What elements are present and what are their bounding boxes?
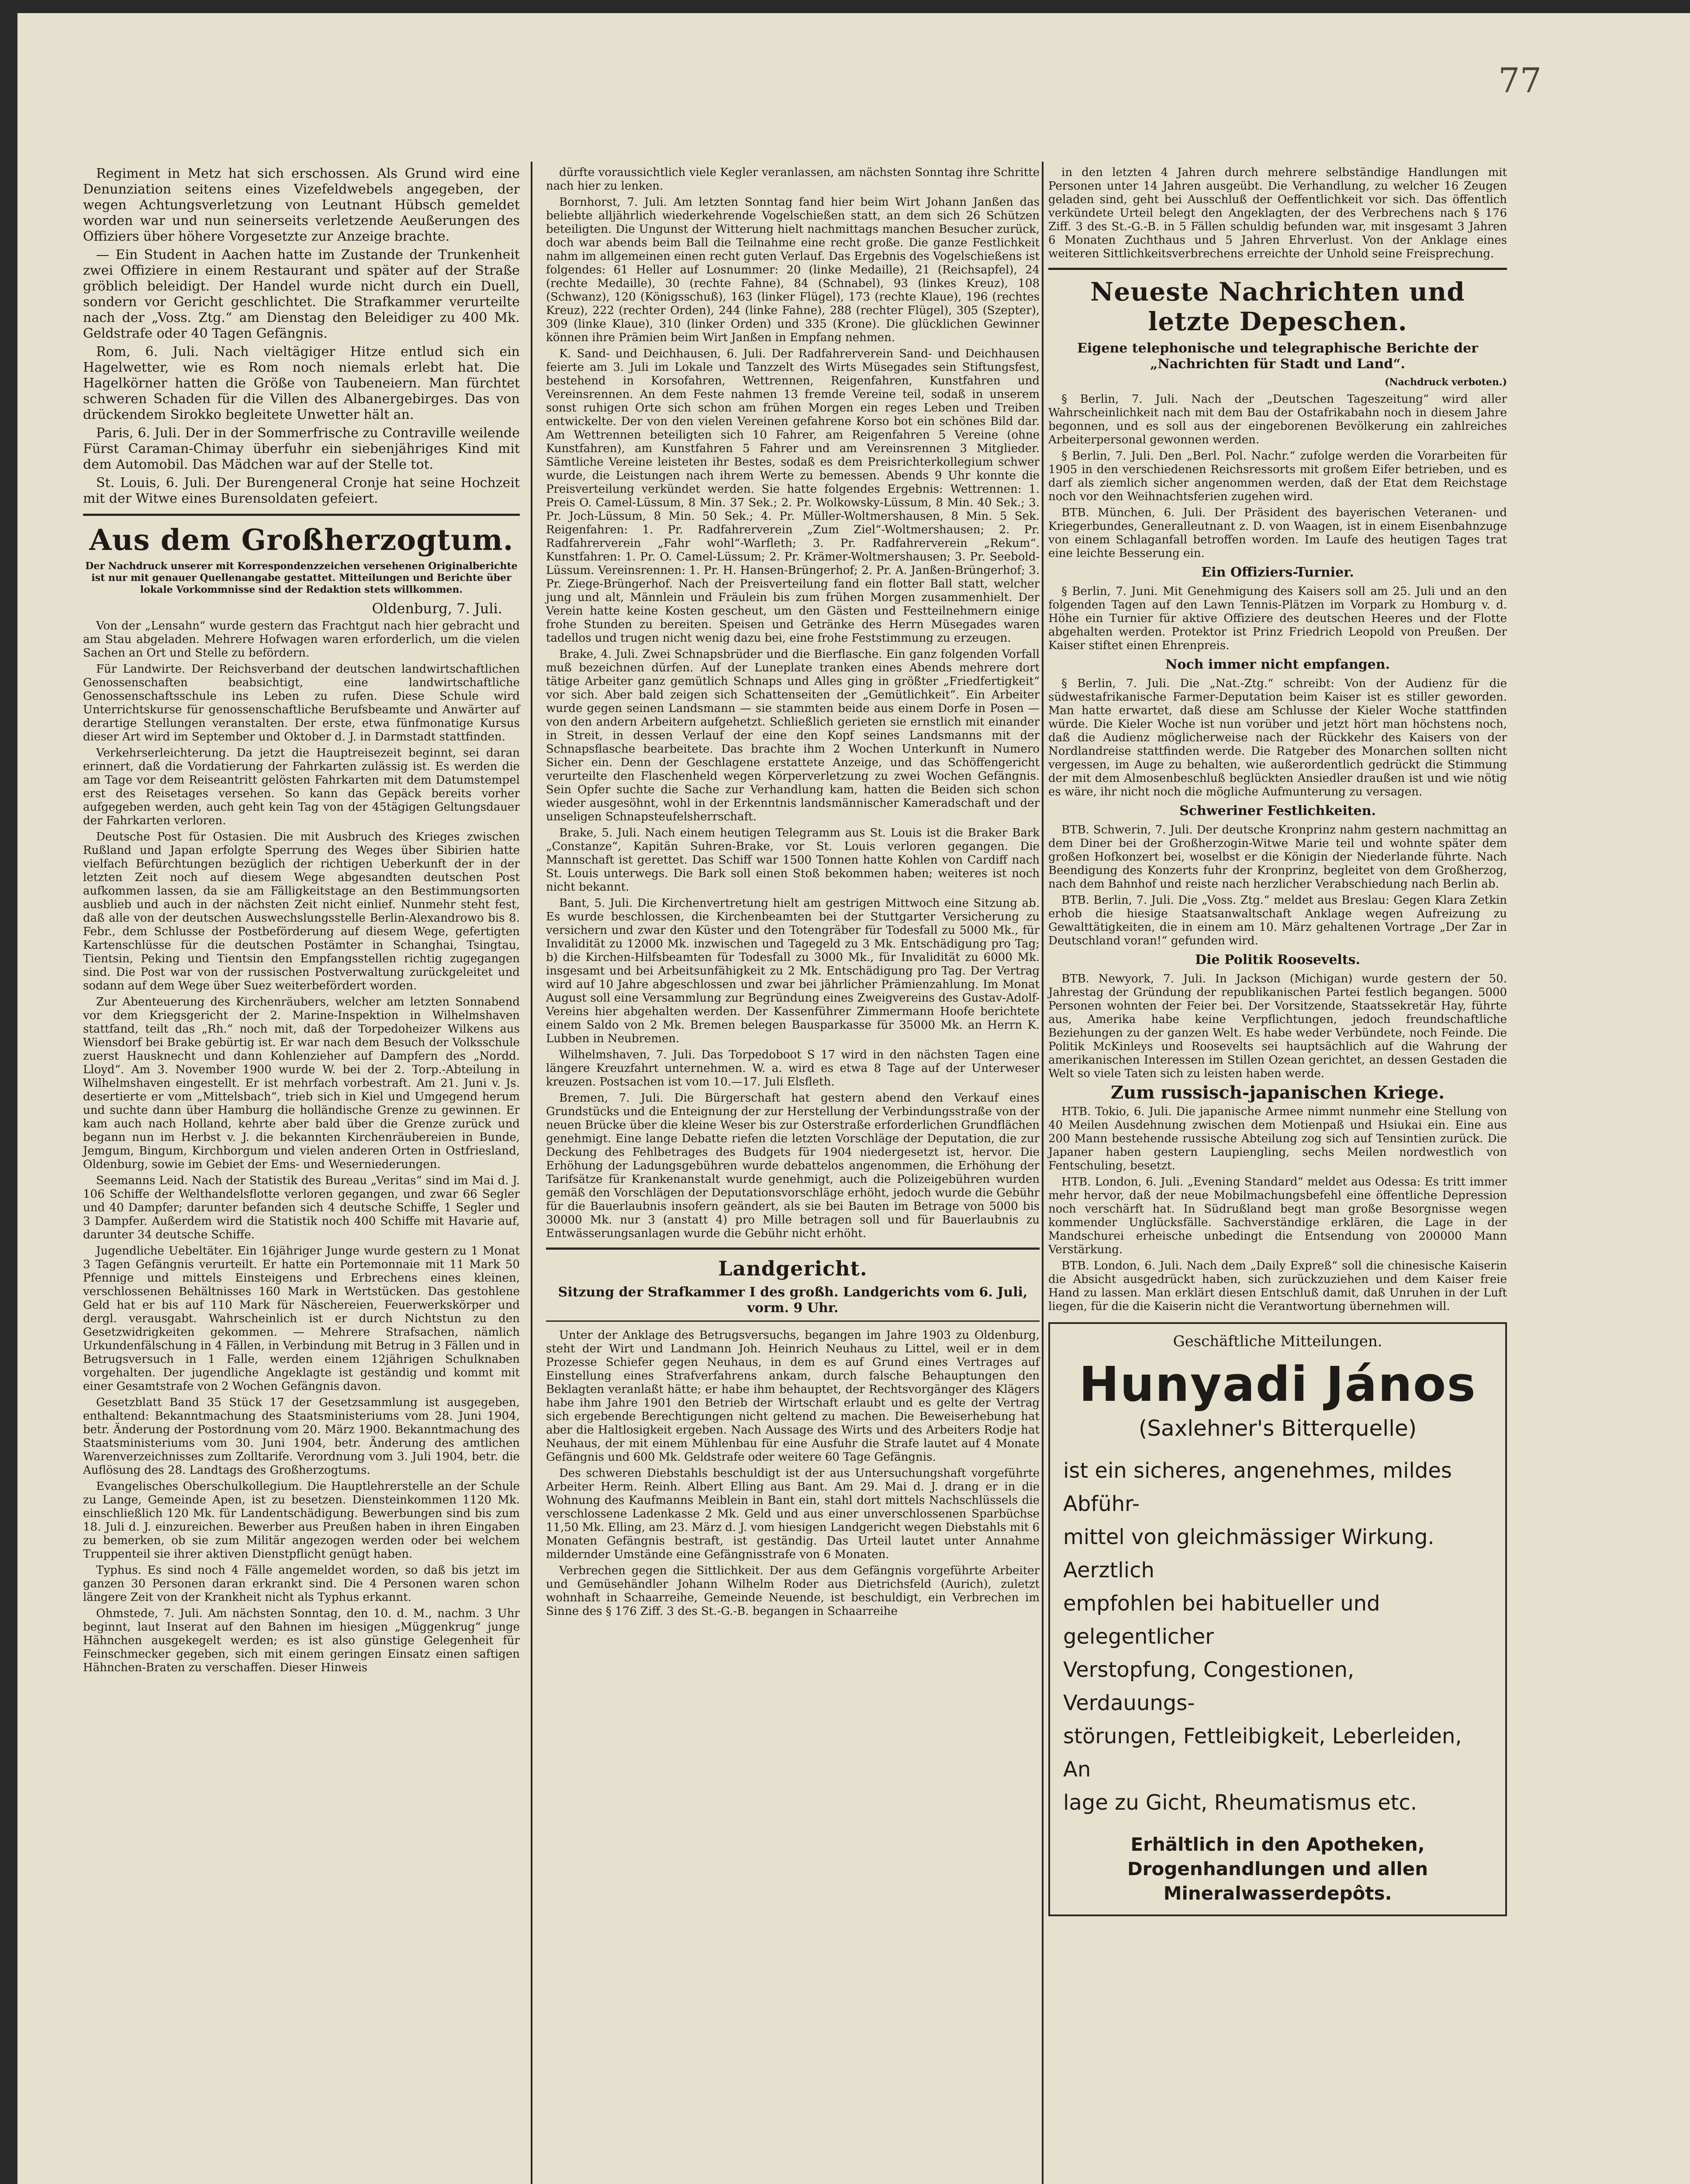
news-articles bbox=[1048, 972, 1507, 1081]
column-1 bbox=[83, 166, 520, 1677]
article-paragraph: Wilhelmshaven, 7. Juli. Das Torpedoboot S 17 wird in den nächsten Tagen eine längere Kreuzfahrt unternehmen. W. a. wird es etwa 8 Tage auf der Unterweser kreuzen. Postsachen ist vom 10.—17. Juli Elsfleth. bbox=[546, 1048, 1040, 1089]
column-rule bbox=[1042, 162, 1044, 2184]
news-section-note: (Nachdruck verboten.) bbox=[1384, 377, 1507, 388]
article-paragraph: § Berlin, 7. Juli. Die „Nat.-Ztg.“ schreibt: Von der Audienz für die südwestafrikanische Farmer-Deputation beim Kaiser ist es stiller geworden. Man hatte erwartet, daß diese am Schlusse der Kieler Woche stattfinden würde. Die Kieler Woche ist nun vorüber und jetzt hört man höchstens noch, daß die Audienz möglicherweise nach der Rückkehr des Kaisers von der Nordlandreise stattfinden werde. Die Ratgeber des Monarchen sollten nicht vergessen, im Auge zu behalten, wie außerordentlich gedrückt die Stimmung der mit dem Almosenbeschluß beglückten Ansiedler draußen ist und wie nötig es wäre, ihr nicht noch die mögliche Aufmunterung zu versagen. bbox=[1048, 677, 1507, 798]
dateline: Oldenburg, 7. Juli. bbox=[372, 600, 502, 617]
article-paragraph: Jugendliche Uebeltäter. Ein 16jähriger Junge wurde gestern zu 1 Monat 3 Tagen Gefängnis verurteilt. Er hatte ein Portemonnaie mit 11 Mark 50 Pfennige und mittels Einsteigens und Erbrechens eines kleinen, verschlossenen Behältnisses 160 Mark in Wertstücken. Das gestohlene Geld hat er bis auf 110 Mark für Näschereien, Feuerwerkskörper und dergl. verausgabt. Wahrscheinlich ist er durch Nichtstun zu den Gesetzwidrigkeiten gekommen. — Mehrere Strafsachen, nämlich Urkundenfälschung in 4 Fällen, in Verbindung mit Betrug in 3 Fällen und in Betrugsversuch in 1 Falle, werden einem 12jährigen Schulknaben vorgehalten. Der jugendliche Angeklagte ist geständig und kommt mit einer Gesamtstrafe von 2 Wochen Gefängnis davon. bbox=[83, 1244, 520, 1393]
column-3-top-articles bbox=[1048, 166, 1507, 261]
column-2-articles bbox=[546, 166, 1040, 1241]
article-paragraph: Brake, 5. Juli. Nach einem heutigen Telegramm aus St. Louis ist die Braker Bark „Constanze“, Kapitän Suhren-Brake, vor St. Louis verloren gegangen. Die Mannschaft ist gerettet. Das Schiff war 1500 Tonnen hatte Kohlen von Cardiff nach St. Louis unterwegs. Die Bark soll einen Stoß bekommen haben; weiteres ist noch nicht bekannt. bbox=[546, 826, 1040, 894]
news-articles bbox=[1048, 677, 1507, 799]
news-subheading: Ein Offiziers-Turnier. bbox=[1201, 565, 1354, 580]
article-paragraph: § Berlin, 7. Juni. Mit Genehmigung des Kaisers soll am 25. Juli und an den folgenden Tagen auf den Lawn Tennis-Plätzen im Vorpark zu Homburg v. d. Höhe ein Turnier für aktive Offiziere des deutschen Heeres und der Flotte abgehalten werden. Protektor ist Prinz Friedrich Leopold von Preußen. Der Kaiser stiftet einen Ehrenpreis. bbox=[1048, 585, 1507, 652]
article-paragraph: Brake, 4. Juli. Zwei Schnapsbrüder und die Bierflasche. Ein ganz folgenden Vorfall muß bezeichnen dürfen. Auf der Luneplate tranken eines Abends mehrere dort tätige Arbeiter ganz gemütlich Schnaps und Alles ging in größter „Friedfertigkeit“ vor sich. Aber bald zeigen sich Schattenseiten der „Gemütlichkeit“. Ein Arbeiter wurde gegen seinen Landsmann — sie stammten beide aus einem Dorfe in Posen — von den andern Arbeitern aufgehetzt. Schließlich gerieten sie ernstlich mit einander in Streit, in dessen Verlauf der eine den Kopf seines Landsmanns mit der Schnapsflasche bearbeitete. Das brachte ihm 2 Wochen Unterkunft in Numero Sicher ein. Denn der Geschlagene erstattete Anzeige, und das Schöffengericht verurteilte den Flaschenheld wegen Körperverletzung zu zwei Wochen Gefängnis. Sein Opfer suchte die Sache zur Verhandlung kam, hatten die Beiden sich schon wieder ausgesöhnt, wohl in der Erkenntnis landsmännischer Kameradschaft und der unseligen Schnapsteufelsherrschaft. bbox=[546, 648, 1040, 823]
news-subheading: Zum russisch-japanischen Kriege. bbox=[1110, 1082, 1445, 1103]
article-paragraph: St. Louis, 6. Juli. Der Burengeneral Cronje hat seine Hochzeit mit der Witwe eines Burensoldaten gefeiert. bbox=[83, 475, 520, 506]
court-section-title: Landgericht. bbox=[718, 1257, 867, 1280]
ad-line: störungen, Fettleibigkeit, Leberleiden, An bbox=[1063, 1724, 1462, 1782]
news-subheading: Die Politik Roosevelts. bbox=[1195, 952, 1361, 968]
article-paragraph: Von der „Lensahn“ wurde gestern das Frachtgut nach hier gebracht und am Stau abgeladen. Mehrere Hofwagen waren erforderlich, um die vielen Sachen an Ort und Stelle zu befördern. bbox=[83, 619, 520, 660]
article-paragraph: Zur Abenteuerung des Kirchenräubers, welcher am letzten Sonnabend vor dem Kriegsgericht der 2. Marine-Inspektion in Wilhelmshaven stattfand, teilt das „Rh.“ noch mit, daß der Torpedoheizer Wilkens aus Wiensdorf bei Brake gebürtig ist. Er war nach dem Besuch der Volksschule zuerst Hausknecht und dann Kohlenzieher auf Dampfern des „Nordd. Lloyd“. Am 3. November 1900 wurde W. bei der 2. Torp.-Abteilung in Wilhelmshaven eingestellt. Er ist mehrfach vorbestraft. Am 21. Juni v. Js. desertierte er vom „Mittelsbach“, trieb sich in Kiel und Umgegend herum und suchte dann über Hamburg die holländische Grenze zu gewinnen. Er kam auch nach Holland, kehrte aber bald über die Grenze zurück und begann nun im Herbst v. J. die bekannten Kirchenräubereien in Bunde, Jemgum, Bingum, Kirchborgum und vielen anderen Orten in Ostfriesland, Oldenburg, sowie im Gebiet der Ems- und Weserniederungen. bbox=[83, 995, 520, 1171]
ad-footer: Erhältlich in den Apotheken, Drogenhandlungen und allen Mineralwasserdepôts. bbox=[1127, 1834, 1428, 1904]
article-paragraph: Für Landwirte. Der Reichsverband der deutschen landwirtschaftlichen Genossenschaften beabsichtigt, eine landwirtschaftliche Genossenschaftsschule ins Leben zu rufen. Diese Schule wird Unterrichtskurse für genossenschaftliche Berufsbeamte und Anwärter auf derartige Stellungen veranstalten. Der erste, etwa fünfmonatige Kursus dieser Art wird im September und Oktober d. J. in Darmstadt stattfinden. bbox=[83, 663, 520, 743]
article-paragraph: BTB. Newyork, 7. Juli. In Jackson (Michigan) wurde gestern der 50. Jahrestag der Gründung der republikanischen Partei festlich begangen. 5000 Personen wohnten der Feier bei. Der Vorsitzende, Staatssekretär Hay, führte aus, Amerika habe keine Verpflichtungen, jedoch freundschaftliche Beziehungen zu der ganzen Welt. Es habe weder Verbündete, noch Feinde. Die Politik McKinleys und Roosevelts sei hauptsächlich auf die Wahrung der amerikanischen Interessen im Stillen Ozean gerichtet, an dessen Gestaden die Welt so viele Taten sich zu leisten haben werde. bbox=[1048, 972, 1507, 1080]
news-articles bbox=[1048, 393, 1507, 560]
news-articles bbox=[1048, 1105, 1507, 1313]
article-paragraph: Rom, 6. Juli. Nach vieltägiger Hitze entlud sich ein Hagelwetter, wie es Rom noch niemals erlebt hat. Die Hagelkörner hatten die Größe von Taubeneiern. Man fürchtet schweren Schaden für die Villen des Albanergebirges. Das von drückendem Sirokko begleitete Unwetter hält an. bbox=[83, 344, 520, 422]
article-paragraph: BTB. Berlin, 7. Juli. Die „Voss. Ztg.“ meldet aus Breslau: Gegen Klara Zetkin erhob die hiesige Staatsanwaltschaft Anklage wegen Aufreizung zu Gewalttätigkeiten, die in einem am 10. März gehaltenen Vortrage „Der Zar in Deutschland voran!“ gefunden wird. bbox=[1048, 894, 1507, 947]
article-paragraph: Bremen, 7. Juli. Die Bürgerschaft hat gestern abend den Verkauf eines Grundstücks und die Enteignung der zur Herstellung der Verbindungsstraße von der neuen Brücke über die kleine Weser bis zur Osterstraße erforderlichen Grundflächen genehmigt. Eine lange Debatte riefen die letzten Vorschläge der Deputation, die zur Deckung des Fehlbetrages des Budgets für 1904 niedergesetzt ist, hervor. Die Erhöhung der Ladungsgebühren wurde debattelos angenommen, die Erhöhung der Tarifsätze für Krankenanstalt wurde genehmigt, auch die Polizeigebühren wurden gemäß den Vorschlägen der Deputationsvorschläge erhöht, jedoch wurde die Gebühr für die Bauerlaubnis insofern geändert, als sie bei Bauten im Betrage von 5000 bis 30000 Mk. nur 3 (anstatt 4) pro Mille betragen soll und für Bauerlaubnis zu Entwässerungsanlagen wurde die Gebühr nicht erhöht. bbox=[546, 1092, 1040, 1240]
section-title: Aus dem Großherzogtum. bbox=[89, 523, 514, 557]
ad-line: lage zu Gicht, Rheumatismus etc. bbox=[1063, 1790, 1417, 1815]
article-paragraph: BTB. Schwerin, 7. Juli. Der deutsche Kronprinz nahm gestern nachmittag an dem Diner bei der Großherzogin-Witwe Marie teil und wohnte später dem großen Hofkonzert bei, woselbst er die Königin der Niederlande führte. Nach Beendigung des Konzerts fuhr der Kronprinz, begleitet von dem Großherzog, nach dem Bahnhof und reiste nach herzlicher Verabschiedung nach Berlin ab. bbox=[1048, 823, 1507, 891]
advertisement bbox=[1048, 1322, 1507, 1916]
article-paragraph: Des schweren Diebstahls beschuldigt ist der aus Untersuchungshaft vorgeführte Arbeiter Herm. Reinh. Albert Elling aus Bant. Am 29. Mai d. J. drang er in die Wohnung des Kaufmanns Meiblein in Bant ein, stahl dort mittels Nachschlüssels die verschlossene Ladenkasse 2 Mk. Geld und aus einer unverschlossenen Sparbüchse 11,50 Mk. Elling, am 23. März d. J. vom hiesigen Landgericht wegen Diebstahls mit 6 Monaten Gefängnis bestraft, ist geständig. Das Urteil lautet unter Annahme mildernder Umstände eine Gefängnisstrafe von 6 Monaten. bbox=[546, 1467, 1040, 1561]
news-section-title: Neueste Nachrichten und letzte Depeschen. bbox=[1090, 277, 1465, 336]
ad-brand-subtitle: (Saxlehner's Bitterquelle) bbox=[1138, 1416, 1417, 1441]
article-paragraph: Paris, 6. Juli. Der in der Sommerfrische zu Contraville weilende Fürst Caraman-Chimay überfuhr ein siebenjähriges Kind mit dem Automobil. Das Mädchen war auf der Stelle tot. bbox=[83, 425, 520, 472]
article-paragraph: Deutsche Post für Ostasien. Die mit Ausbruch des Krieges zwischen Rußland und Japan erfolgte Sperrung des Weges über Sibirien hatte vielfach Befürchtungen bezüglich der richtigen Ueberkunft der in der letzten Zeit noch auf diesem Wege abgesandten deutschen Post aufkommen lassen, da sie am Fälligkeitstage an den Bestimmungsorten ausblieb und auch in der nächsten Zeit nicht einlief. Nunmehr steht fest, daß alle von der deutschen Auswechslungsstelle Berlin-Alexandrowo bis 8. Febr., dem Schlusse der Postbeförderung auf diesem Wege, gefertigten Kartenschlüsse für die deutschen Postämter in Schanghai, Tsingtau, Tientsin, Peking und Tientsin den Empfangsstellen richtig zugegangen sind. Die Post war von der russischen Postverwaltung zurückgeleitet und sodann auf dem Wege über Suez weiterbefördert worden. bbox=[83, 830, 520, 992]
ad-line: ist ein sicheres, angenehmes, mildes Abführ- bbox=[1063, 1458, 1452, 1516]
ad-body bbox=[1063, 1454, 1492, 1819]
article-paragraph: Ohmstede, 7. Juli. Am nächsten Sonntag, den 10. d. M., nachm. 3 Uhr beginnt, laut Inserat auf den Bahnen im hiesigen „Müggenkrug“ junge Hähnchen ausgekegelt werden; es ist also günstige Gelegenheit für Feinschmecker gegeben, sich mit einem geringen Einsatz einen saftigen Hähnchen-Braten zu verschaffen. Dieser Hinweis bbox=[83, 1607, 520, 1674]
ad-line: mittel von gleichmässiger Wirkung. Aerztlich bbox=[1063, 1525, 1434, 1583]
divider bbox=[546, 1320, 1040, 1322]
ad-brand: Hunyadi János bbox=[1079, 1356, 1476, 1412]
ad-label: Geschäftliche Mitteilungen. bbox=[1173, 1333, 1382, 1350]
news-subheading: Schweriner Festlichkeiten. bbox=[1179, 803, 1376, 819]
article-paragraph: HTB. Tokio, 6. Juli. Die japanische Armee nimmt nunmehr eine Stellung von 40 Meilen Ausdehnung zwischen dem Motienpaß und Hsiukai ein. Eine aus 200 Mann bestehende russische Abteilung zog sich auf Tensintien zurück. Die Japaner haben gestern Laupiengling, sechs Meilen nordwestlich von Fentschuling, besetzt. bbox=[1048, 1105, 1507, 1172]
newspaper-page bbox=[17, 13, 1690, 2184]
divider bbox=[1048, 268, 1507, 270]
article-paragraph: dürfte voraussichtlich viele Kegler veranlassen, am nächsten Sonntag ihre Schritte nach hier zu lenken. bbox=[546, 166, 1040, 193]
article-paragraph: Seemanns Leid. Nach der Statistik des Bureau „Veritas“ sind im Mai d. J. 106 Schiffe der Welthandelsflotte verloren gegangen, und zwar 66 Segler und 40 Dampfer; darunter befanden sich 4 deutsche Schiffe, 1 Segler und 3 Dampfer. Außerdem wird die Statistik noch 400 Schiffe mit Havarie auf, darunter 34 deutsche Schiffe. bbox=[83, 1174, 520, 1241]
divider bbox=[83, 514, 520, 516]
article-paragraph: Bornhorst, 7. Juli. Am letzten Sonntag fand hier beim Wirt Johann Janßen das beliebte alljährlich wiederkehrende Vogelschießen statt, an dem sich 26 Schützen beteiligten. Die Ungunst der Witterung hielt nachmittags manchen Besucher zurück, doch war abends beim Ball die Teilnahme eine recht große. Die ganze Festlichkeit nahm im allgemeinen einen recht guten Verlauf. Das Ergebnis des Vogelschießens ist folgendes: 61 Heller auf Losnummer: 20 (linke Medaille), 21 (Reichsapfel), 24 (rechte Medaille), 30 (rechte Fahne), 84 (Schnabel), 93 (linkes Kreuz), 108 (Schwanz), 120 (Königsschuß), 163 (linker Flügel), 173 (rechte Klaue), 196 (rechtes Kreuz), 222 (rechter Orden), 244 (linke Fahne), 288 (rechter Flügel), 305 (Szepter), 309 (linke Klaue), 310 (linker Orden) und 335 (Krone). Die glücklichen Gewinner können ihre Prämien beim Wirt Janßen in Empfang nehmen. bbox=[546, 196, 1040, 344]
court-articles bbox=[546, 1329, 1040, 1618]
article-paragraph: BTB. London, 6. Juli. Nach dem „Daily Expreß“ soll die chinesische Kaiserin die Absicht ausgedrückt haben, sich zurückzuziehen und dem Kaiser freie Hand zu lassen. Man erklärt diesen Entschluß damit, daß Unruhen in der Luft liegen, für die die Kaiserin nicht die Verantwortung übernehmen will. bbox=[1048, 1259, 1507, 1313]
ad-line: empfohlen bei habitueller und gelegentlicher bbox=[1063, 1591, 1380, 1649]
article-paragraph: § Berlin, 7. Juli. Nach der „Deutschen Tageszeitung“ wird aller Wahrscheinlichkeit nach mit dem Bau der Ostafrikabahn noch in diesem Jahre begonnen, und es soll aus der eingeborenen Bevölkerung ein zahlreiches Arbeiterpersonal gewonnen werden. bbox=[1048, 393, 1507, 446]
article-paragraph: in den letzten 4 Jahren durch mehrere selbständige Handlungen mit Personen unter 14 Jahren ausgeübt. Die Verhandlung, zu welcher 16 Zeugen geladen sind, geht bei Ausschluß der Oeffentlichkeit vor sich. Das öffentlich verkündete Urteil belegt den Angeklagten, der des Verbrechens nach § 176 Ziff. 3 des St.-G.-B. in 5 Fällen schuldig befunden war, mit insgesamt 3 Jahren 6 Monaten Zuchthaus und 5 Jahren Ehrverlust. Von der Anklage eines weiteren Sittlichkeitsverbrechens erreichte der Unhold seine Freisprechung. bbox=[1048, 166, 1507, 260]
article-paragraph: Verkehrserleichterung. Da jetzt die Hauptreisezeit beginnt, sei daran erinnert, daß die Vordatierung der Fahrkarten zulässig ist. Es werden die am Tage vor dem Reiseantritt gelösten Fahrkarten mit dem Datumstempel erst des Reisetages versehen. So kann das Gepäck bereits vorher aufgegeben werden, auch geht kein Tag von der 45tägigen Geltungsdauer der Fahrkarten verloren. bbox=[83, 746, 520, 827]
column-rule bbox=[531, 162, 532, 2184]
news-subheading: Noch immer nicht empfangen. bbox=[1165, 657, 1390, 672]
article-paragraph: Verbrechen gegen die Sittlichkeit. Der aus dem Gefängnis vorgeführte Arbeiter und Gemüsehändler Johann Wilhelm Roder aus Dietrichsfeld (Aurich), zuletzt wohnhaft in Schaarreihe, Gemeinde Neuende, ist beschuldigt, ein Verbrechen im Sinne des § 176 Ziff. 3 des St.-G.-B. begangen in Schaarreihe bbox=[546, 1564, 1040, 1618]
article-paragraph: K. Sand- und Deichhausen, 6. Juli. Der Radfahrerverein Sand- und Deichhausen feierte am 3. Juli im Lokale und Tanzzelt des Wirts Müsegades sein Stiftungsfest, bestehend in Korsofahren, Wettrennen, Reigenfahren, Kunstfahren und Vereinsrennen. An dem Feste nahmen 13 fremde Vereine teil, sodaß in unserem sonst ruhigen Orte sich schon am frühen Morgen ein reges Leben und Treiben entwickelte. Der von den vielen Vereinen gefahrene Korso bot ein schönes Bild dar. Am Wettrennen beteiligten sich 10 Fahrer, am Reigenfahren 5 Vereine (ohne Kunstfahren), am Kunstfahren 5 Fahrer und am Vereinsrennen 3 Mitglieder. Sämtliche Vereine leisteten ihr Bestes, sodaß es dem Preisrichterkollegium schwer wurde, die Leistungen nach ihrem Werte zu bemessen. Abends 9 Uhr konnte die Preisverteilung verkündet werden. Sie hatte folgendes Ergebnis: Wettrennen: 1. Preis O. Camel-Lüssum, 8 Min. 37 Sek.; 2. Pr. Wolkowsky-Lüssum, 8 Min. 40 Sek.; 3. Pr. Joch-Lüssum, 8 Min. 50 Sek.; 4. Pr. Müller-Woltmershausen, 8 Min. 5 Sek. Reigenfahren: 1. Pr. Radfahrerverein „Zum Ziel“-Woltmershausen; 2. Pr. Radfahrerverein „Fahr wohl“-Warfleth; 3. Pr. Radfahrerverein „Rekum“. Kunstfahren: 1. Pr. O. Camel-Lüssum; 2. Pr. Krämer-Woltmershausen; 3. Pr. Seebold-Lüssum. Vereinsrennen: 1. Pr. H. Hansen-Brüngerhof; 2. Pr. A. Janßen-Brüngerhof; 3. Pr. Ziege-Brüngerhof. Nach der Preisverteilung fand ein flotter Ball statt, welcher jung und alt, Männlein und Fräulein bis zum frühen Morgen zusammenhielt. Der Verein hatte keine Kosten gescheut, um den Gästen und Festteilnehmern einige frohe Stunden zu bereiten. Speisen und Getränke des Herrn Müsegades waren tadellos und trugen nicht wenig dazu bei, eine frohe Feststimmung zu erzeugen. bbox=[546, 347, 1040, 645]
section-note: Der Nachdruck unserer mit Korrespondenzzeichen versehenen Originalberichte ist nur mit genauer Quellenangabe gestattet. Mitteilungen und Berichte über lokale Vorkommnisse sind der Redaktion stets willkommen. bbox=[85, 560, 518, 595]
article-paragraph: § Berlin, 7. Juli. Den „Berl. Pol. Nachr.“ zufolge werden die Vorarbeiten für 1905 in den verschiedenen Reichsressorts mit großem Eifer betrieben, und es darf als ziemlich sicher angenommen werden, daß der Etat dem Reichstage noch vor den Weihnachtsferien zugehen wird. bbox=[1048, 449, 1507, 503]
page-number: 77 bbox=[1498, 61, 1542, 100]
article-paragraph: — Ein Student in Aachen hatte im Zustande der Trunkenheit zwei Offiziere in einem Restaurant und später auf der Straße gröblich beleidigt. Der Handel wurde nicht durch ein Duell, sondern vor Gericht geschlichtet. Die Strafkammer verurteilte nach der „Voss. Ztg.“ am Dienstag den Beleidiger zu 400 Mk. Geldstrafe oder 40 Tagen Gefängnis. bbox=[83, 247, 520, 341]
article-paragraph: BTB. München, 6. Juli. Der Präsident des bayerischen Veteranen- und Kriegerbundes, Generalleutnant z. D. von Waagen, ist in einem Eisenbahnzuge von einem Schlaganfall betroffen worden. Im Laufe des heutigen Tages trat eine leichte Besserung ein. bbox=[1048, 506, 1507, 560]
news-articles bbox=[1048, 823, 1507, 948]
column-2 bbox=[546, 166, 1040, 1621]
ad-line: Verstopfung, Congestionen, Verdauungs- bbox=[1063, 1658, 1355, 1715]
article-paragraph: Gesetzblatt Band 35 Stück 17 der Gesetzsammlung ist ausgegeben, enthaltend: Bekanntmachung des Staatsministeriums vom 28. Juni 1904, betr. Änderung der Postordnung vom 20. März 1900. Bekanntmachung des Staatsministeriums vom 30. Juni 1904, betr. Änderung des amtlichen Warenverzeichnisses zum Zolltarife. Verordnung vom 3. Juli 1904, betr. die Auflösung des 28. Landtags des Großherzogtums. bbox=[83, 1396, 520, 1477]
article-paragraph: Unter der Anklage des Betrugsversuchs, begangen im Jahre 1903 zu Oldenburg, steht der Wirt und Landmann Joh. Heinrich Neuhaus zu Littel, weil er in dem Prozesse Schiefer gegen Neuhaus, in dem es auf Grund eines Vertrages auf Einstellung eines Strafverfahrens ankam, durch falsche Behauptungen den Beklagten veranlaßt hätte; er habe ihm behauptet, der Rechtsvorgänger des Klägers habe ihm Jahre 1901 den Betrieb der Wirtschaft erlaubt und es gelte der Vertrag sich ergebende Berechtigungen nicht geltend zu machen. Die Beweiserhebung hat aber die Haltlosigkeit ergeben. Nach Aussage des Wirts und des Arbeiters Rodje hat Neuhaus, der mit einem Mühlenbau für eine Ausfuhr die Strafe lautet auf 4 Monate Gefängnis und 600 Mk. Geldstrafe oder weitere 60 Tage Gefängnis. bbox=[546, 1329, 1040, 1464]
column-3 bbox=[1048, 166, 1507, 1916]
news-section-subtitle: Eigene telephonische und telegraphische Berichte der „Nachrichten für Stadt und Land“. bbox=[1077, 341, 1478, 372]
divider bbox=[546, 1248, 1040, 1250]
article-paragraph: Bant, 5. Juli. Die Kirchenvertretung hielt am gestrigen Mittwoch eine Sitzung ab. Es wurde beschlossen, die Kirchenbeamten bei der Stuttgarter Versicherung zu versichern und zwar den Küster und den Totengräber für Todesfall zu 5000 Mk., für Invalidität zu 12000 Mk. inzwischen und Tagegeld zu 3 Mk. Entschädigung pro Tag; b) die Kirchen-Hilfsbeamten für Todesfall zu 3000 Mk., für Invalidität zu 6000 Mk. insgesamt und bei Arbeitsunfähigkeit zu 2 Mk. Entschädigung pro Tag. Der Vertrag wird auf 10 Jahre abgeschlossen und zwar bei jährlicher Prämienzahlung. Im Monat August soll eine Versammlung zur Begründung eines Zweigvereins des Gustav-Adolf-Vereins hier abgehalten werden. Der Kassenführer Zimmermann Hoofe berichtete einem Saldo von 2 Mk. Bremen belegen Bausparkasse für 35000 Mk. an Herrn K. Lubben in Neubremen. bbox=[546, 897, 1040, 1045]
article-paragraph: Typhus. Es sind noch 4 Fälle angemeldet worden, so daß bis jetzt im ganzen 30 Personen daran erkrankt sind. Die 4 Personen waren schon längere Zeit von der Krankheit nicht als Typhus erkannt. bbox=[83, 1564, 520, 1604]
article-paragraph: Regiment in Metz hat sich erschossen. Als Grund wird eine Denunziation seitens eines Vizefeldwebels angegeben, der wegen Achtungsverletzung von Leutnant Hübsch gemeldet worden war und nun seinerseits verletzende Aeußerungen des Offiziers über höhere Vorgesetzte zur Anzeige brachte. bbox=[83, 166, 520, 244]
news-articles bbox=[1048, 585, 1507, 653]
article-paragraph: Evangelisches Oberschulkollegium. Die Hauptlehrerstelle an der Schule zu Lange, Gemeinde Apen, ist zu besetzen. Diensteinkommen 1120 Mk. einschließlich 120 Mk. für Landentschädigung. Bewerbungen sind bis zum 18. Juli d. J. einzureichen. Bewerber aus Preußen haben in ihren Eingaben zu bemerken, ob sie zum Militär angezogen werden oder bei welchem Truppenteil sie ihrer aktiven Dienstpflicht genügt haben. bbox=[83, 1480, 520, 1561]
court-section-subtitle: Sitzung der Strafkammer I des großh. Landgerichts vom 6. Juli, vorm. 9 Uhr. bbox=[558, 1285, 1028, 1316]
article-paragraph: HTB. London, 6. Juli. „Evening Standard“ meldet aus Odessa: Es tritt immer mehr hervor, daß der neue Mobilmachungsbefehl eine öffentliche Depression noch verschärft hat. In Südrußland begt man große Besorgnisse wegen kommender Unglücksfälle. Sachverständige erklären, die Lage in der Mandschurei erheische unbedingt die Entsendung von 200000 Mann Verstärkung. bbox=[1048, 1175, 1507, 1256]
column-1-top-articles bbox=[83, 166, 520, 507]
column-1-articles bbox=[83, 619, 520, 1675]
